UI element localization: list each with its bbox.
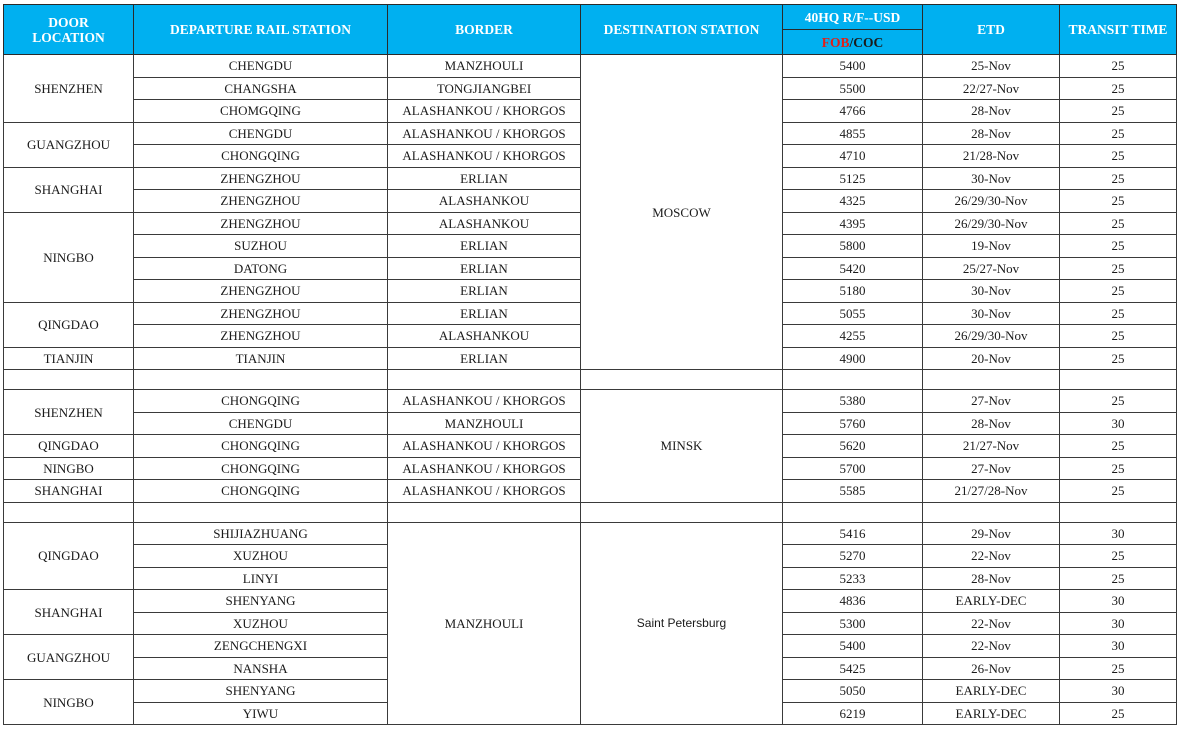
table-row <box>4 390 1177 413</box>
rate-cell: 5233 <box>783 567 923 590</box>
departure-station-cell: CHONGQING <box>134 435 388 458</box>
border-cell: ALASHANKOU / KHORGOS <box>388 435 581 458</box>
border-cell: ERLIAN <box>388 235 581 258</box>
rate-cell: 5500 <box>783 77 923 100</box>
rate-cell: 5125 <box>783 167 923 190</box>
door-location-cell: QINGDAO <box>4 302 134 347</box>
destination-station-cell: Saint Petersburg <box>581 522 783 725</box>
etd-cell: 21/28-Nov <box>923 145 1060 168</box>
spacer-cell <box>1060 370 1177 390</box>
terms-separator: / <box>849 34 854 50</box>
spacer-cell <box>783 502 923 522</box>
rate-cell: 4710 <box>783 145 923 168</box>
etd-cell: 27-Nov <box>923 457 1060 480</box>
rate-cell: 5425 <box>783 657 923 680</box>
departure-station-cell: SHENYANG <box>134 590 388 613</box>
spacer-cell <box>4 502 134 522</box>
departure-station-cell: ZENGCHENGXI <box>134 635 388 658</box>
border-cell: MANZHOULI <box>388 522 581 725</box>
departure-station-cell: CHOMGQING <box>134 100 388 123</box>
header-row <box>4 5 1177 30</box>
header-door-location: DOOR LOCATION <box>4 5 134 55</box>
door-location-cell: SHANGHAI <box>4 590 134 635</box>
door-location-cell: NINGBO <box>4 212 134 302</box>
header-transit-time: TRANSIT TIME <box>1060 5 1177 55</box>
rate-cell: 4395 <box>783 212 923 235</box>
departure-station-cell: CHONGQING <box>134 390 388 413</box>
spacer-row <box>4 370 1177 390</box>
door-location-cell: QINGDAO <box>4 522 134 590</box>
destination-station-cell: MOSCOW <box>581 55 783 370</box>
header-destination-station: DESTINATION STATION <box>581 5 783 55</box>
etd-cell: 28-Nov <box>923 122 1060 145</box>
border-cell: ERLIAN <box>388 302 581 325</box>
etd-cell: EARLY-DEC <box>923 680 1060 703</box>
transit-time-cell: 25 <box>1060 122 1177 145</box>
spacer-cell <box>134 502 388 522</box>
departure-station-cell: TIANJIN <box>134 347 388 370</box>
header-border: BORDER <box>388 5 581 55</box>
transit-time-cell: 30 <box>1060 522 1177 545</box>
border-cell: ALASHANKOU / KHORGOS <box>388 457 581 480</box>
transit-time-cell: 25 <box>1060 235 1177 258</box>
coc-label: COC <box>853 34 884 50</box>
departure-station-cell: SHIJIAZHUANG <box>134 522 388 545</box>
rail-rate-table <box>3 4 1177 725</box>
departure-station-cell: CHENGDU <box>134 412 388 435</box>
rate-cell: 4766 <box>783 100 923 123</box>
departure-station-cell: CHONGQING <box>134 457 388 480</box>
table-row <box>4 55 1177 78</box>
etd-cell: 20-Nov <box>923 347 1060 370</box>
border-cell: ALASHANKOU / KHORGOS <box>388 390 581 413</box>
border-cell: ALASHANKOU <box>388 325 581 348</box>
border-cell: TONGJIANGBEI <box>388 77 581 100</box>
rate-cell: 4855 <box>783 122 923 145</box>
etd-cell: 30-Nov <box>923 167 1060 190</box>
transit-time-cell: 25 <box>1060 100 1177 123</box>
transit-time-cell: 25 <box>1060 390 1177 413</box>
spacer-cell <box>783 370 923 390</box>
transit-time-cell: 30 <box>1060 635 1177 658</box>
spacer-cell <box>134 370 388 390</box>
departure-station-cell: LINYI <box>134 567 388 590</box>
border-cell: ERLIAN <box>388 167 581 190</box>
rate-cell: 4900 <box>783 347 923 370</box>
etd-cell: EARLY-DEC <box>923 702 1060 725</box>
door-location-cell: QINGDAO <box>4 435 134 458</box>
etd-cell: 22-Nov <box>923 635 1060 658</box>
transit-time-cell: 25 <box>1060 190 1177 213</box>
header-etd: ETD <box>923 5 1060 55</box>
border-cell: ERLIAN <box>388 257 581 280</box>
etd-cell: 26/29/30-Nov <box>923 325 1060 348</box>
transit-time-cell: 25 <box>1060 657 1177 680</box>
door-location-cell: NINGBO <box>4 680 134 725</box>
border-cell: MANZHOULI <box>388 412 581 435</box>
departure-station-cell: ZHENGZHOU <box>134 190 388 213</box>
etd-cell: 22-Nov <box>923 612 1060 635</box>
door-location-cell: SHENZHEN <box>4 55 134 123</box>
transit-time-cell: 30 <box>1060 590 1177 613</box>
transit-time-cell: 25 <box>1060 480 1177 503</box>
etd-cell: 30-Nov <box>923 280 1060 303</box>
door-location-cell: SHANGHAI <box>4 480 134 503</box>
spacer-cell <box>1060 502 1177 522</box>
rate-cell: 5380 <box>783 390 923 413</box>
door-location-cell: SHANGHAI <box>4 167 134 212</box>
transit-time-cell: 25 <box>1060 457 1177 480</box>
header-rate-terms <box>783 30 923 55</box>
rate-cell: 4836 <box>783 590 923 613</box>
border-cell: ERLIAN <box>388 280 581 303</box>
departure-station-cell: ZHENGZHOU <box>134 325 388 348</box>
etd-cell: 26/29/30-Nov <box>923 190 1060 213</box>
etd-cell: 27-Nov <box>923 390 1060 413</box>
rate-cell: 5400 <box>783 55 923 78</box>
transit-time-cell: 25 <box>1060 545 1177 568</box>
spacer-cell <box>388 370 581 390</box>
rate-cell: 5270 <box>783 545 923 568</box>
etd-cell: 26-Nov <box>923 657 1060 680</box>
border-cell: ALASHANKOU <box>388 190 581 213</box>
transit-time-cell: 25 <box>1060 55 1177 78</box>
rate-table-body <box>4 55 1177 725</box>
table-row <box>4 522 1177 545</box>
border-cell: ALASHANKOU / KHORGOS <box>388 100 581 123</box>
departure-station-cell: ZHENGZHOU <box>134 302 388 325</box>
etd-cell: 25-Nov <box>923 55 1060 78</box>
rate-cell: 5585 <box>783 480 923 503</box>
etd-cell: 21/27-Nov <box>923 435 1060 458</box>
departure-station-cell: ZHENGZHOU <box>134 280 388 303</box>
transit-time-cell: 30 <box>1060 680 1177 703</box>
etd-cell: 28-Nov <box>923 100 1060 123</box>
rate-cell: 5760 <box>783 412 923 435</box>
departure-station-cell: YIWU <box>134 702 388 725</box>
transit-time-cell: 25 <box>1060 145 1177 168</box>
etd-cell: EARLY-DEC <box>923 590 1060 613</box>
rate-cell: 5700 <box>783 457 923 480</box>
door-location-cell: SHENZHEN <box>4 390 134 435</box>
door-location-cell: NINGBO <box>4 457 134 480</box>
etd-cell: 22/27-Nov <box>923 77 1060 100</box>
departure-station-cell: NANSHA <box>134 657 388 680</box>
header-departure-station: DEPARTURE RAIL STATION <box>134 5 388 55</box>
departure-station-cell: SUZHOU <box>134 235 388 258</box>
spacer-row <box>4 502 1177 522</box>
departure-station-cell: DATONG <box>134 257 388 280</box>
transit-time-cell: 30 <box>1060 412 1177 435</box>
departure-station-cell: XUZHOU <box>134 545 388 568</box>
border-cell: ALASHANKOU / KHORGOS <box>388 145 581 168</box>
rate-cell: 5800 <box>783 235 923 258</box>
rate-cell: 5050 <box>783 680 923 703</box>
border-cell: ERLIAN <box>388 347 581 370</box>
transit-time-cell: 30 <box>1060 612 1177 635</box>
departure-station-cell: CHANGSHA <box>134 77 388 100</box>
transit-time-cell: 25 <box>1060 212 1177 235</box>
spacer-cell <box>581 502 783 522</box>
border-cell: MANZHOULI <box>388 55 581 78</box>
departure-station-cell: CHENGDU <box>134 55 388 78</box>
border-cell: ALASHANKOU / KHORGOS <box>388 480 581 503</box>
departure-station-cell: ZHENGZHOU <box>134 167 388 190</box>
transit-time-cell: 25 <box>1060 257 1177 280</box>
door-location-cell: GUANGZHOU <box>4 635 134 680</box>
departure-station-cell: ZHENGZHOU <box>134 212 388 235</box>
transit-time-cell: 25 <box>1060 77 1177 100</box>
rate-cell: 5420 <box>783 257 923 280</box>
etd-cell: 25/27-Nov <box>923 257 1060 280</box>
header-rate: 40HQ R/F--USD <box>783 5 923 30</box>
rate-cell: 5620 <box>783 435 923 458</box>
etd-cell: 21/27/28-Nov <box>923 480 1060 503</box>
transit-time-cell: 25 <box>1060 567 1177 590</box>
transit-time-cell: 25 <box>1060 435 1177 458</box>
rate-cell: 5180 <box>783 280 923 303</box>
destination-station-cell: MINSK <box>581 390 783 503</box>
etd-cell: 28-Nov <box>923 412 1060 435</box>
rate-cell: 4255 <box>783 325 923 348</box>
transit-time-cell: 25 <box>1060 280 1177 303</box>
border-cell: ALASHANKOU / KHORGOS <box>388 122 581 145</box>
transit-time-cell: 25 <box>1060 325 1177 348</box>
border-cell: ALASHANKOU <box>388 212 581 235</box>
rate-cell: 5300 <box>783 612 923 635</box>
departure-station-cell: CHENGDU <box>134 122 388 145</box>
rate-cell: 5416 <box>783 522 923 545</box>
spacer-cell <box>388 502 581 522</box>
departure-station-cell: CHONGQING <box>134 480 388 503</box>
departure-station-cell: SHENYANG <box>134 680 388 703</box>
rate-cell: 4325 <box>783 190 923 213</box>
etd-cell: 26/29/30-Nov <box>923 212 1060 235</box>
transit-time-cell: 25 <box>1060 702 1177 725</box>
etd-cell: 22-Nov <box>923 545 1060 568</box>
door-location-cell: TIANJIN <box>4 347 134 370</box>
transit-time-cell: 25 <box>1060 302 1177 325</box>
etd-cell: 19-Nov <box>923 235 1060 258</box>
spacer-cell <box>923 502 1060 522</box>
departure-station-cell: CHONGQING <box>134 145 388 168</box>
transit-time-cell: 25 <box>1060 347 1177 370</box>
spacer-cell <box>581 370 783 390</box>
door-location-cell: GUANGZHOU <box>4 122 134 167</box>
spacer-cell <box>4 370 134 390</box>
spacer-cell <box>923 370 1060 390</box>
etd-cell: 30-Nov <box>923 302 1060 325</box>
etd-cell: 29-Nov <box>923 522 1060 545</box>
etd-cell: 28-Nov <box>923 567 1060 590</box>
rate-cell: 5055 <box>783 302 923 325</box>
rate-cell: 5400 <box>783 635 923 658</box>
rate-cell: 6219 <box>783 702 923 725</box>
fob-label: FOB <box>821 34 850 50</box>
departure-station-cell: XUZHOU <box>134 612 388 635</box>
transit-time-cell: 25 <box>1060 167 1177 190</box>
